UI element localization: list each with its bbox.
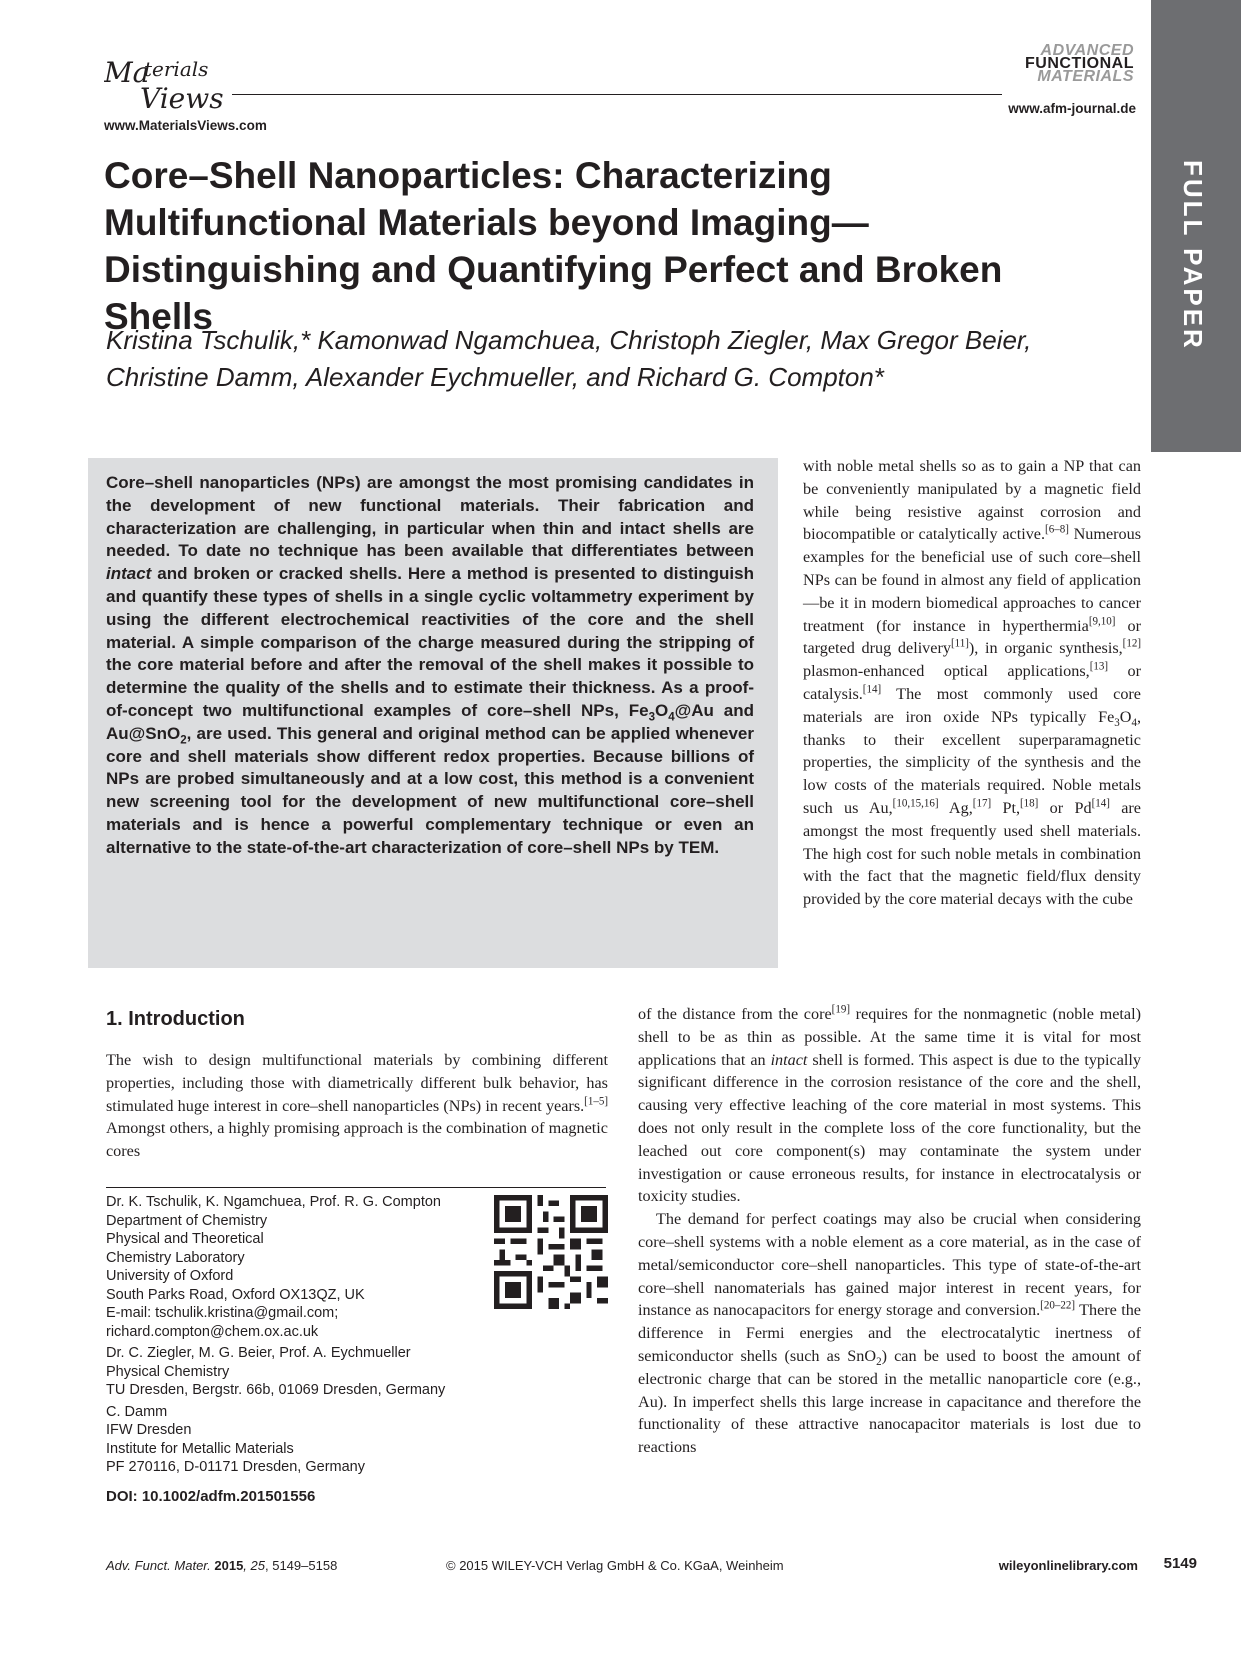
article-title: Core–Shell Nanoparticles: Characterizing Multifunctional Materials beyond Imaging—Distinguishing and Quantifying Perfect and Broken Shells — [104, 155, 1003, 337]
afm-logo-line3: MATERIALS — [1037, 68, 1134, 85]
affiliation-oxford: Dr. K. Tschulik, K. Ngamchuea, Prof. R. G. Compton Department of Chemistry Physical and Theoretical Chemistry Laboratory University of Oxford South Parks Road, Oxford OX13QZ, UK E-mail: tschulik.kristina@gmail.com; richard.compton@chem.ox.ac.uk — [106, 1194, 441, 1340]
authors-line-1: Kristina Tschulik,* Kamonwad Ngamchuea, Christoph Ziegler, Max Gregor Beier, — [106, 325, 1032, 355]
affiliations — [106, 1193, 496, 1480]
footer-copyright: © 2015 WILEY-VCH Verlag GmbH & Co. KGaA, Weinheim — [446, 1558, 784, 1573]
page-number: 5149 — [1163, 1555, 1197, 1572]
abstract-text: Core–shell nanoparticles (NPs) are amongst the most promising candidates in the development of new functional materials. Their fabrication and characterization are challenging, in particular when thin and intact shells are needed. To date no technique has been available that differentiates between intact and broken or cracked shells. Here a method is presented to distinguish and quantify these types of shells in a single cyclic voltammetry experiment by using the different electrochemical reactivities of the core and the shell material. A simple comparison of the charge measured during the stripping of the core material before and after the removal of the shell makes it possible to determine the quality of the shells and to estimate their thickness. As a proof-of-concept two multifunctional examples of core–shell NPs, $Fe_3O_4@Au$ and Au@SnO$_2$, are used. This general and original method can be applied whenever core and shell materials show different redox properties. Because billions of NPs are probed simultaneously and at a low cost, this method is a convenient new screening tool for the development of new multifunctional core–shell materials and is hence a powerful complementary technique or even an alternative to the state-of-the-art characterization of core–shell NPs by TEM. — [106, 473, 755, 857]
intro-left-column: The wish to design multifunctional materials by combining different properties, including those with diametrically different bulk behavior, has stimulated huge interest in core–shell nanoparticles (NPs) in recent years.[1–5] Amongst others, a highly promising approach is the combination of magnetic cores — [106, 1051, 608, 1161]
materials-views-url[interactable]: www.MaterialsViews.com — [104, 118, 267, 133]
affiliation-rule — [106, 1187, 606, 1188]
footer-citation: Adv. Funct. Mater. 2015, 25, 5149–5158 — [106, 1558, 338, 1573]
full-paper-label: FULL PAPER — [1178, 160, 1208, 351]
introduction-heading: 1. Introduction — [106, 1008, 245, 1030]
footer-site[interactable]: wileyonlinelibrary.com — [998, 1558, 1138, 1573]
materials-views-logo — [104, 52, 234, 122]
full-paper-tab — [1151, 0, 1241, 452]
intro-right-column-bottom: of the distance from the core[19] requires for the nonmagnetic (noble metal) shell to be as thin as possible. At the same time it is vital for most applications that an intact shell is formed. This aspect is due to the typically significant difference in the corrosion resistance of the core and the shell, causing very effective leaching of the core material in most systems. This does not only result in the complete loss of the core functionality, but the leached out core component(s) may contaminate the system under investigation or cause erroneous results, for instance in electrocatalysis or toxicity studies. The demand for perfect coatings may also be crucial when considering core–shell systems with a noble element as a core material, as in the case of metal/semiconductor core–shell nanoparticles. This type of state-of-the-art core–shell nanomaterials has gained major interest in recent years, for instance as nanocapacitors for energy storage and conversion.[20–22] There the difference in Fermi energies and the electrocatalytic inertness of semiconductor shells (such as SnO$_2$) can be used to boost the amount of electronic charge that can be stored in the metallic nanoparticle core (e.g., Au). In imperfect shells this large increase in capacitance and therefore the functionality of these attractive nanocapacitor materials is lost due to reactions — [638, 1003, 1141, 1457]
qr-code-icon[interactable] — [494, 1195, 608, 1309]
journal-url[interactable]: www.afm-journal.de — [1008, 101, 1136, 116]
affiliation-ifw: C. Damm IFW Dresden Institute for Metallic Materials PF 270116, D-01171 Dresden, Germany — [106, 1403, 365, 1475]
article-authors — [106, 322, 1106, 396]
header-rule — [232, 94, 1002, 95]
authors-line-2: Christine Damm, Alexander Eychmueller, and Richard G. Compton* — [106, 362, 884, 392]
afm-logo-line1: ADVANCED — [1040, 42, 1134, 59]
svg-text:Views: Views — [140, 82, 224, 115]
svg-text:terials: terials — [144, 57, 209, 81]
affiliation-dresden: Dr. C. Ziegler, M. G. Beier, Prof. A. Eychmueller Physical Chemistry TU Dresden, Bergstr. 66b, 01069 Dresden, Germany — [106, 1345, 446, 1398]
afm-logo — [1025, 44, 1134, 83]
svg-text:Ma: Ma — [104, 56, 150, 89]
intro-right-column-top: with noble metal shells so as to gain a NP that can be conveniently manipulated by a magnetic field while being resistive against corrosion and biocompatible or catalytically active.[6–8] Numerous examples for the beneficial use of such core–shell NPs can be found in almost any field of application—be it in modern biomedical approaches to cancer treatment (for instance in hyperthermia[9,10] or targeted drug delivery[11]), in organic synthesis,[12] plasmon-enhanced optical applications,[13] or catalysis.[14] The most commonly used core materials are iron oxide NPs typically $Fe_3O_4$, thanks to their excellent superparamagnetic properties, the simplicity of the synthesis and the low costs of the materials required. Noble metals such us Au,[10,15,16] Ag,[17] Pt,[18] or Pd[14] are amongst the most frequently used shell materials. The high cost for such noble metals in combination with the fact that the magnetic field/flux density provided by the core material decays with the cube — [803, 457, 1142, 909]
afm-logo-line2: FUNCTIONAL — [1025, 55, 1134, 72]
doi[interactable]: DOI: 10.1002/adfm.201501556 — [106, 1488, 316, 1505]
